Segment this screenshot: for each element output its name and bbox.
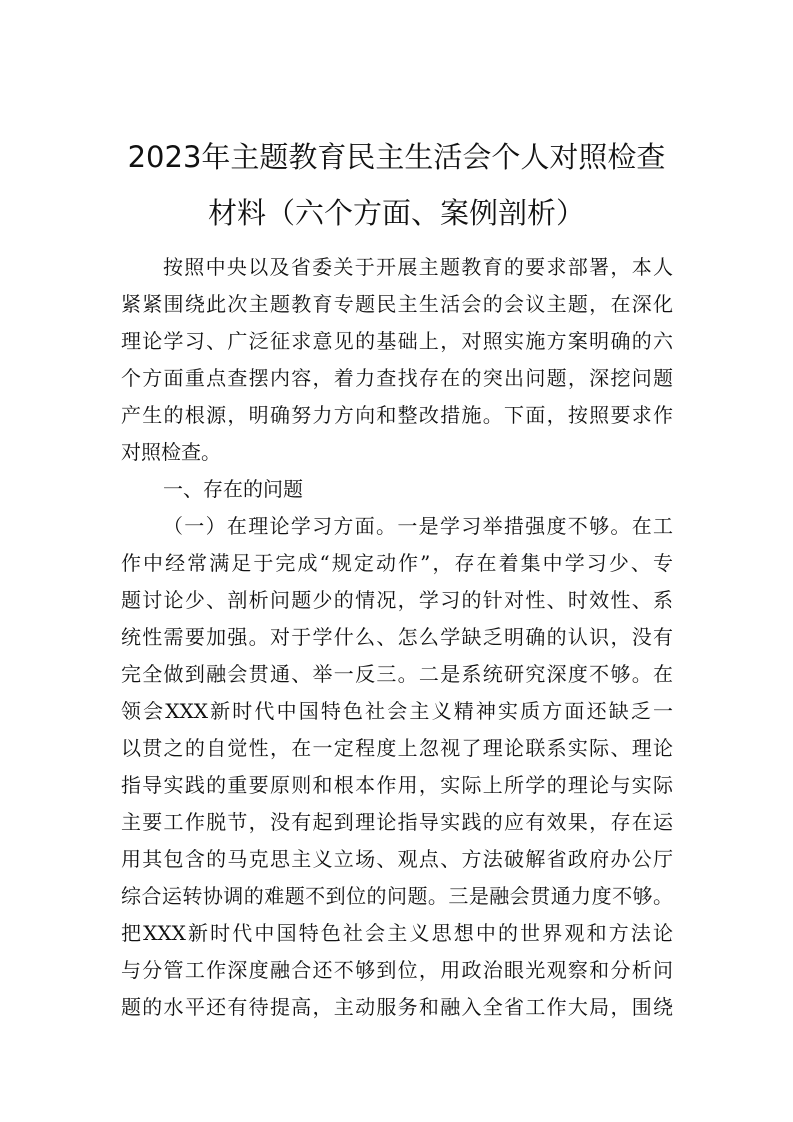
intro-line: 个方面重点查摆内容，着力查找存在的突出问题，深挖问题	[121, 366, 673, 390]
section-line: 题讨论少、剖析问题少的情况，学习的针对性、时效性、系	[121, 588, 673, 612]
intro-line: 理论学习、广泛征求意见的基础上，对照实施方案明确的六	[121, 329, 673, 353]
section-line: 与分管工作深度融合还不够到位，用政治眼光观察和分析问	[121, 958, 673, 982]
section-line: 主要工作脱节，没有起到理论指导实践的应有效果，存在运	[121, 810, 673, 834]
section-line: 综合运转协调的难题不到位的问题。三是融会贯通力度不够。	[121, 884, 673, 908]
section-line: 把XXX新时代中国特色社会主义思想中的世界观和方法论	[121, 921, 673, 945]
section-heading: 一、存在的问题	[163, 477, 303, 501]
intro-line: 产生的根源，明确努力方向和整改措施。下面，按照要求作	[121, 403, 673, 427]
section-line: 统性需要加强。对于学什么、怎么学缺乏明确的认识，没有	[121, 625, 673, 649]
section-line: 领会XXX新时代中国特色社会主义精神实质方面还缺乏一	[121, 699, 673, 723]
intro-line: 按照中央以及省委关于开展主题教育的要求部署，本人	[163, 255, 673, 279]
intro-line: 对照检查。	[121, 440, 221, 464]
section-line: （一）在理论学习方面。一是学习举措强度不够。在工	[163, 514, 673, 538]
section-line: 题的水平还有待提高，主动服务和融入全省工作大局，围绕	[121, 995, 673, 1019]
section-line: 作中经常满足于完成“规定动作”，存在着集中学习少、专	[121, 551, 673, 575]
section-line: 以贯之的自觉性，在一定程度上忽视了理论联系实际、理论	[121, 736, 673, 760]
section-line: 完全做到融会贯通、举一反三。二是系统研究深度不够。在	[121, 662, 673, 686]
section-line: 指导实践的重要原则和根本作用，实际上所学的理论与实际	[121, 773, 673, 797]
document-title-line-1: 2023年主题教育民主生活会个人对照检查	[127, 140, 666, 174]
document-title-line-2: 材料（六个方面、案例剖析）	[207, 196, 585, 230]
intro-line: 紧紧围绕此次主题教育专题民主生活会的会议主题，在深化	[121, 292, 673, 316]
section-line: 用其包含的马克思主义立场、观点、方法破解省政府办公厅	[121, 847, 673, 871]
